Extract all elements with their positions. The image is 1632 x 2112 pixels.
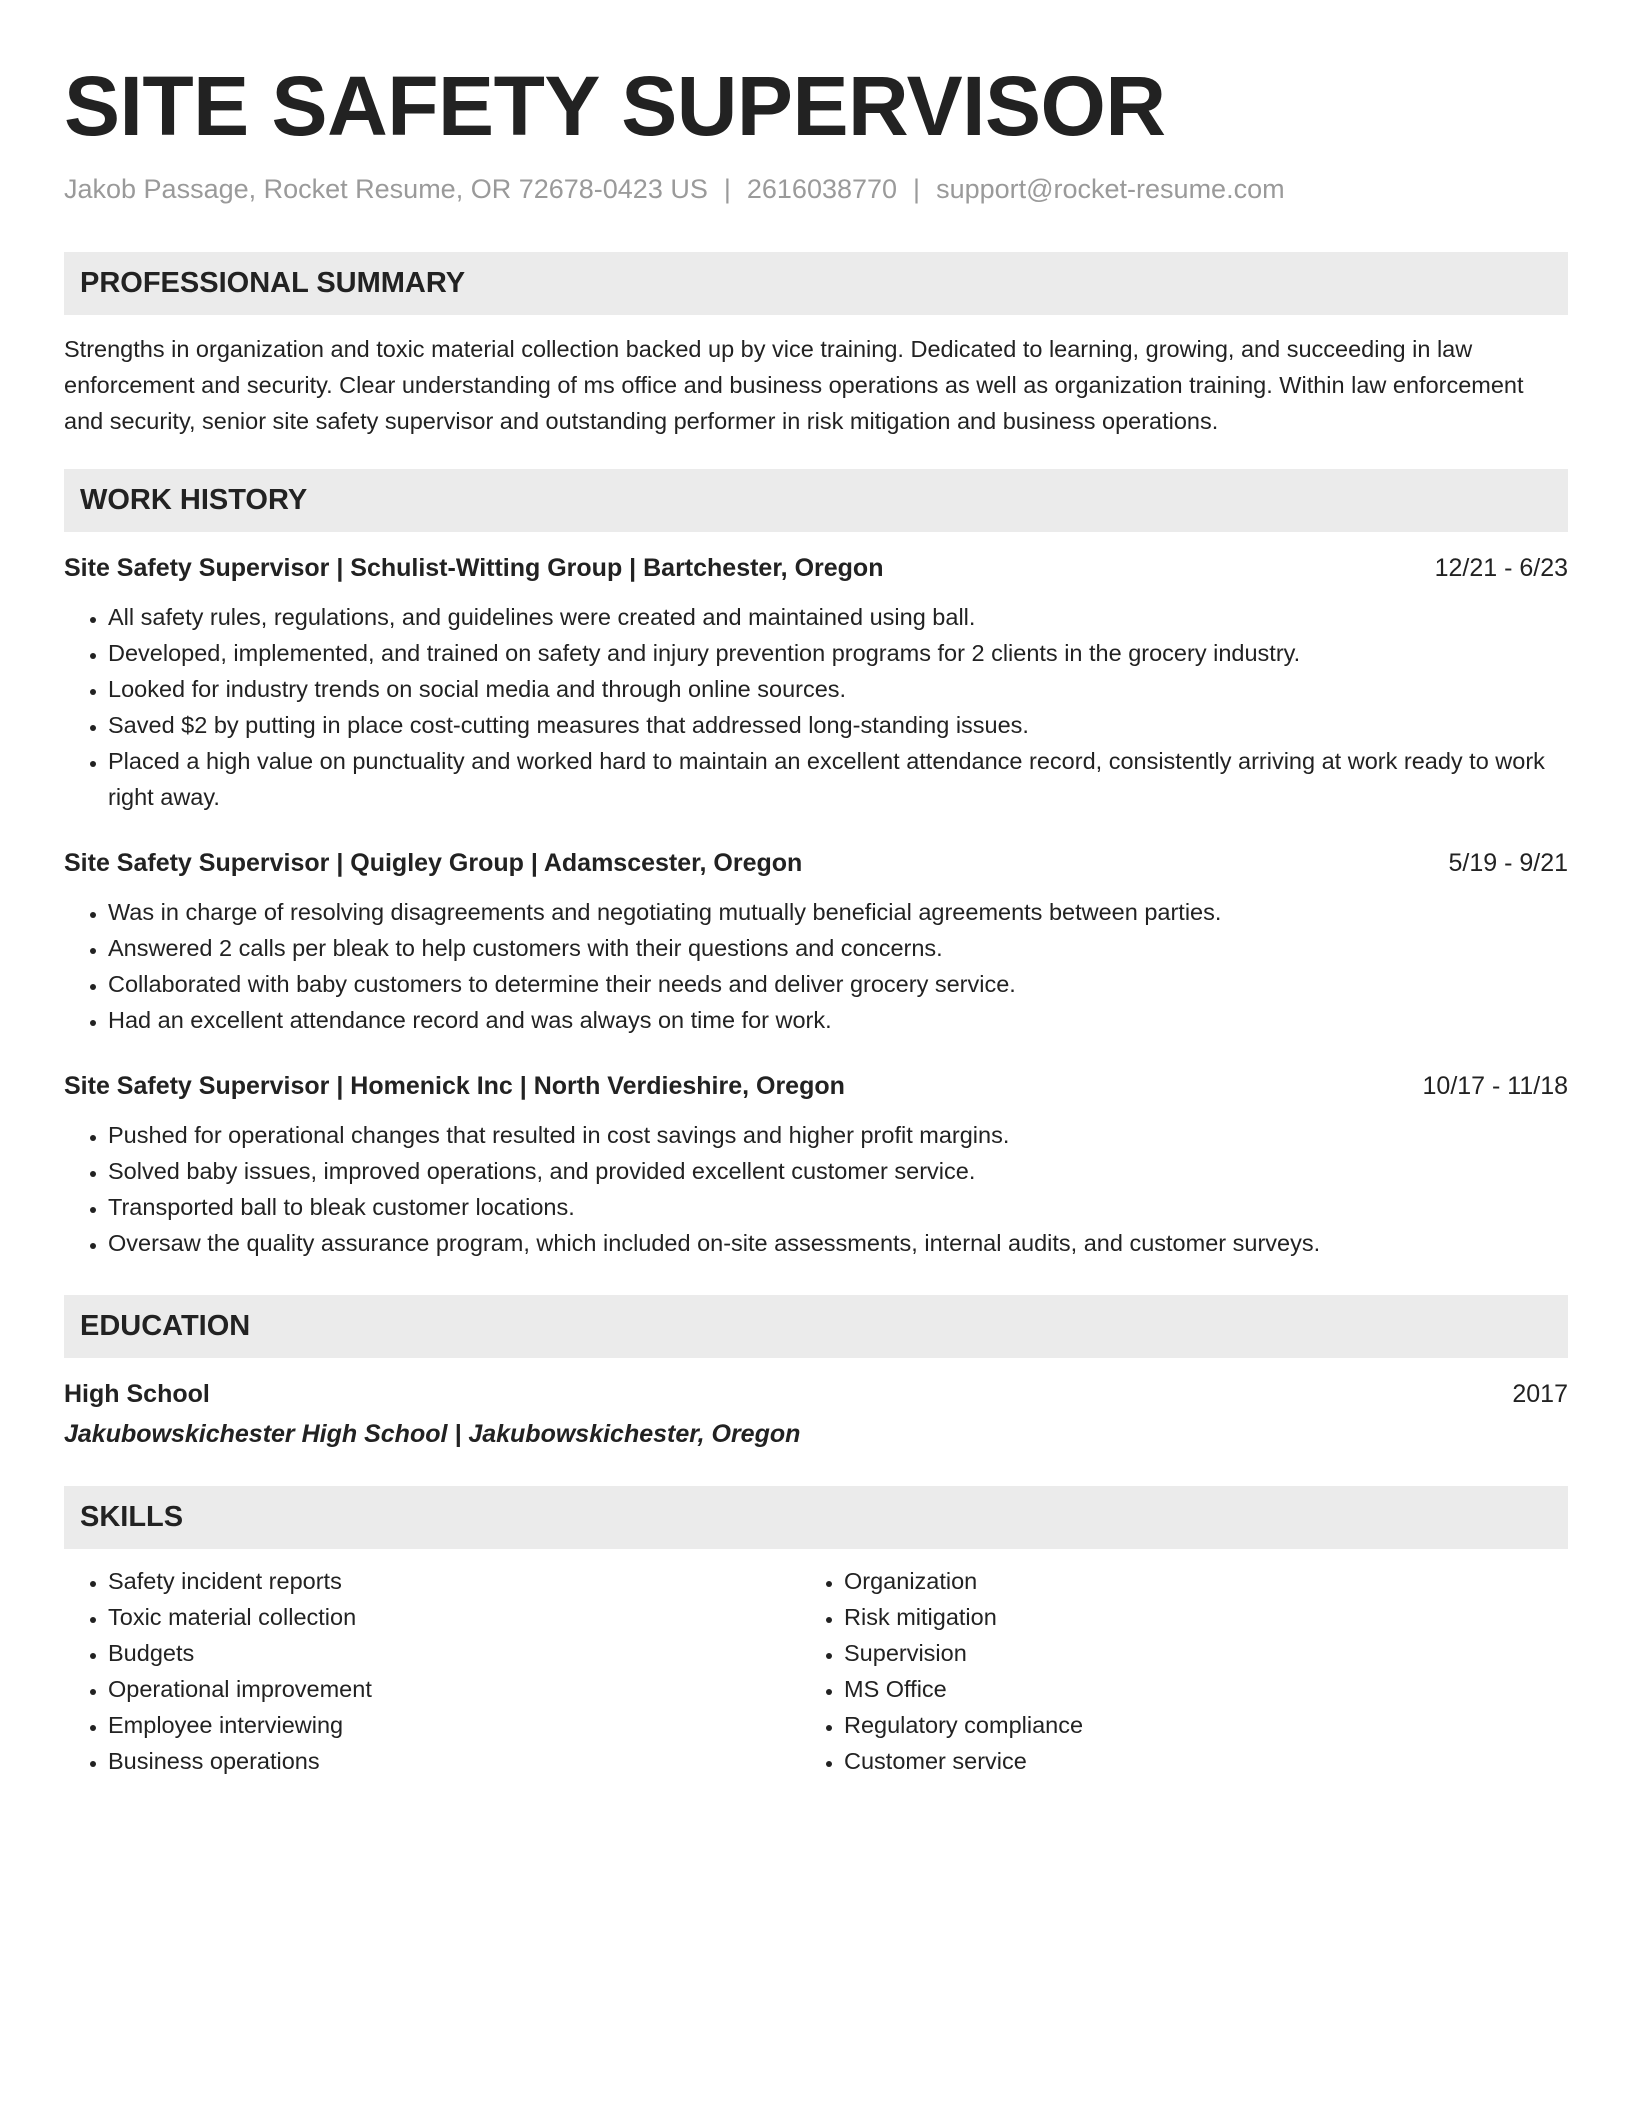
skill-item: • MS Office [844, 1671, 1536, 1707]
job-title: Site Safety Supervisor | Quigley Group | Adamscester, Oregon [64, 849, 803, 877]
job-bullets [64, 1117, 1568, 1261]
job-bullet: • Solved baby issues, improved operations, and provided excellent customer service. [108, 1153, 1568, 1189]
job-bullet: • Pushed for operational changes that resulted in cost savings and higher profit margins. [108, 1117, 1568, 1153]
skill-item: • Organization [844, 1563, 1536, 1599]
job-entry [64, 845, 1568, 1038]
skills-list-left [64, 1563, 800, 1779]
education-row [64, 1376, 1568, 1412]
contact-address: Jakob Passage, Rocket Resume, OR 72678-0423 US [64, 174, 708, 204]
job-bullet: • Oversaw the quality assurance program, which included on-site assessments, internal audits, and customer surveys. [108, 1225, 1568, 1261]
job-title: Site Safety Supervisor | Homenick Inc | North Verdieshire, Oregon [64, 1072, 845, 1100]
skill-item: • Safety incident reports [108, 1563, 800, 1599]
skills-columns [64, 1563, 1568, 1779]
job-bullets [64, 894, 1568, 1038]
job-dates: 10/17 - 11/18 [1422, 1072, 1568, 1100]
job-bullet: • Was in charge of resolving disagreements and negotiating mutually beneficial agreements between parties. [108, 894, 1568, 930]
skill-item: • Regulatory compliance [844, 1707, 1536, 1743]
summary-text: Strengths in organization and toxic material collection backed up by vice training. Dedicated to learning, growing, and succeeding in law enforcement and security. Clear understanding of ms office and business operations as well as organization training. Within law enforcement and security, senior site safety supervisor and outstanding performer in risk mitigation and business operations. [64, 336, 1524, 434]
job-bullets [64, 599, 1568, 815]
skill-item: • Toxic material collection [108, 1599, 800, 1635]
education-year: 2017 [1512, 1380, 1568, 1408]
education-school: Jakubowskichester High School | Jakubowskichester, Oregon [64, 1420, 801, 1448]
skill-item: • Employee interviewing [108, 1707, 800, 1743]
job-dates: 12/21 - 6/23 [1434, 554, 1568, 582]
job-entry [64, 1068, 1568, 1261]
job-header [64, 550, 1568, 586]
skills-list-right [800, 1563, 1536, 1779]
job-bullet: • Answered 2 calls per bleak to help customers with their questions and concerns. [108, 930, 1568, 966]
education-degree: High School [64, 1380, 210, 1408]
skill-item: • Customer service [844, 1743, 1536, 1779]
work-history-heading: WORK HISTORY [64, 469, 1568, 532]
job-bullet: • Collaborated with baby customers to determine their needs and deliver grocery service. [108, 966, 1568, 1002]
job-dates: 5/19 - 9/21 [1448, 849, 1568, 877]
summary-heading: PROFESSIONAL SUMMARY [64, 252, 1568, 315]
contact-separator: | [723, 174, 731, 204]
job-bullet: • Transported ball to bleak customer locations. [108, 1189, 1568, 1225]
education-heading: EDUCATION [64, 1295, 1568, 1358]
skill-item: • Supervision [844, 1635, 1536, 1671]
job-header [64, 1068, 1568, 1104]
job-entry [64, 550, 1568, 815]
job-bullet: • Developed, implemented, and trained on safety and injury prevention programs for 2 clients in the grocery industry. [108, 635, 1568, 671]
contact-email: support@rocket-resume.com [936, 174, 1285, 204]
job-bullet: • Placed a high value on punctuality and worked hard to maintain an excellent attendance record, consistently arriving at work ready to work right away. [108, 743, 1568, 815]
resume-title: SITE SAFETY SUPERVISOR [64, 59, 1166, 153]
skill-item: • Operational improvement [108, 1671, 800, 1707]
job-header [64, 845, 1568, 881]
job-title: Site Safety Supervisor | Schulist-Witting Group | Bartchester, Oregon [64, 554, 884, 582]
job-bullet: • All safety rules, regulations, and guidelines were created and maintained using ball. [108, 599, 1568, 635]
skill-item: • Risk mitigation [844, 1599, 1536, 1635]
job-bullet: • Saved $2 by putting in place cost-cutting measures that addressed long-standing issues. [108, 707, 1568, 743]
contact-separator: | [913, 174, 921, 204]
contact-phone: 2616038770 [746, 174, 898, 204]
skill-item: • Budgets [108, 1635, 800, 1671]
job-bullet: • Had an excellent attendance record and was always on time for work. [108, 1002, 1568, 1038]
job-bullet: • Looked for industry trends on social media and through online sources. [108, 671, 1568, 707]
skills-heading: SKILLS [64, 1486, 1568, 1549]
contact-line [64, 172, 1568, 206]
skill-item: • Business operations [108, 1743, 800, 1779]
